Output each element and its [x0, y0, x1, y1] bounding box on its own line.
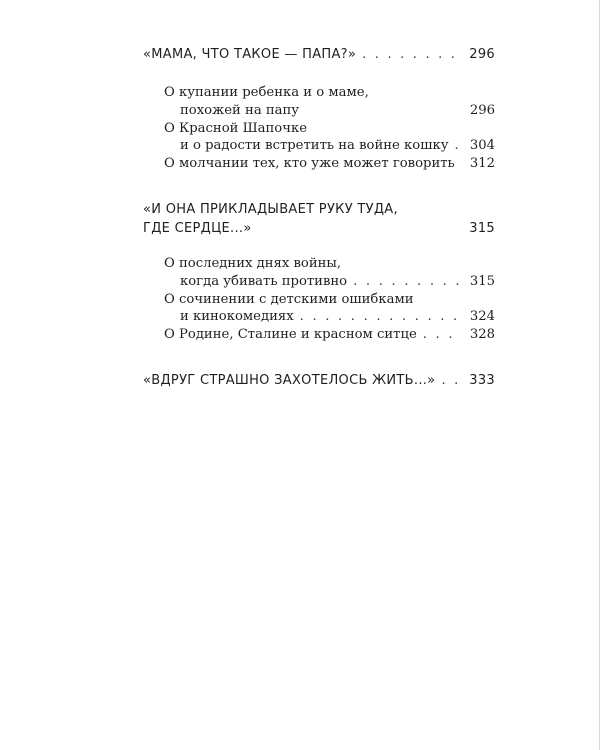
dot-leader [353, 272, 462, 292]
toc-section-title [143, 219, 495, 239]
toc-entry-line: О купании ребенка и о маме, [164, 85, 369, 100]
section-title-text: ГДЕ СЕРДЦЕ...» [143, 221, 252, 236]
toc-entry-text: и кинокомедиях [180, 309, 294, 324]
page-number: 315 [469, 274, 495, 289]
dot-leader [362, 45, 461, 65]
dot-leader [461, 154, 462, 174]
toc-entry [180, 307, 495, 327]
page-number: 304 [469, 138, 495, 153]
toc-section-title [143, 45, 495, 65]
section-title-text: «ВДРУГ СТРАШНО ЗАХОТЕЛОСЬ ЖИТЬ...» [143, 373, 436, 388]
toc-entry [180, 272, 495, 292]
toc-section-title [143, 371, 495, 391]
toc-entry [164, 154, 495, 174]
toc-entry-text: похожей на папу [180, 103, 300, 118]
toc-entry-line: О последних днях войны, [164, 256, 342, 271]
toc-entry-text: и о радости встретить на войне кошку [180, 138, 449, 153]
toc-entry [164, 325, 495, 345]
toc-entry-text: когда убивать противно [180, 274, 348, 289]
dot-leader [454, 136, 461, 156]
page-number: 296 [469, 47, 495, 62]
toc-entry-line: О Красной Шапочке [164, 121, 308, 136]
toc-section-title: «И ОНА ПРИКЛАДЫВАЕТ РУКУ ТУДА, [143, 202, 398, 217]
page-number: 324 [469, 309, 495, 324]
dot-leader [300, 307, 462, 327]
toc-entry-line: О сочинении с детскими ошибками [164, 292, 414, 307]
toc-entry [180, 136, 495, 156]
page-number: 315 [469, 221, 495, 236]
toc-entry-text: О молчании тех, кто уже может говорить [164, 156, 455, 171]
section-title-text: «МАМА, ЧТО ТАКОЕ — ПАПА?» [143, 47, 357, 62]
dot-leader [423, 325, 462, 345]
page-number: 328 [469, 327, 495, 342]
toc-entry-text: О Родине, Сталине и красном ситце [164, 327, 417, 342]
toc-entry [180, 101, 495, 121]
dot-leader [441, 371, 461, 391]
page-number: 333 [469, 373, 495, 388]
page-number: 312 [469, 156, 495, 171]
page-number: 296 [469, 103, 495, 118]
